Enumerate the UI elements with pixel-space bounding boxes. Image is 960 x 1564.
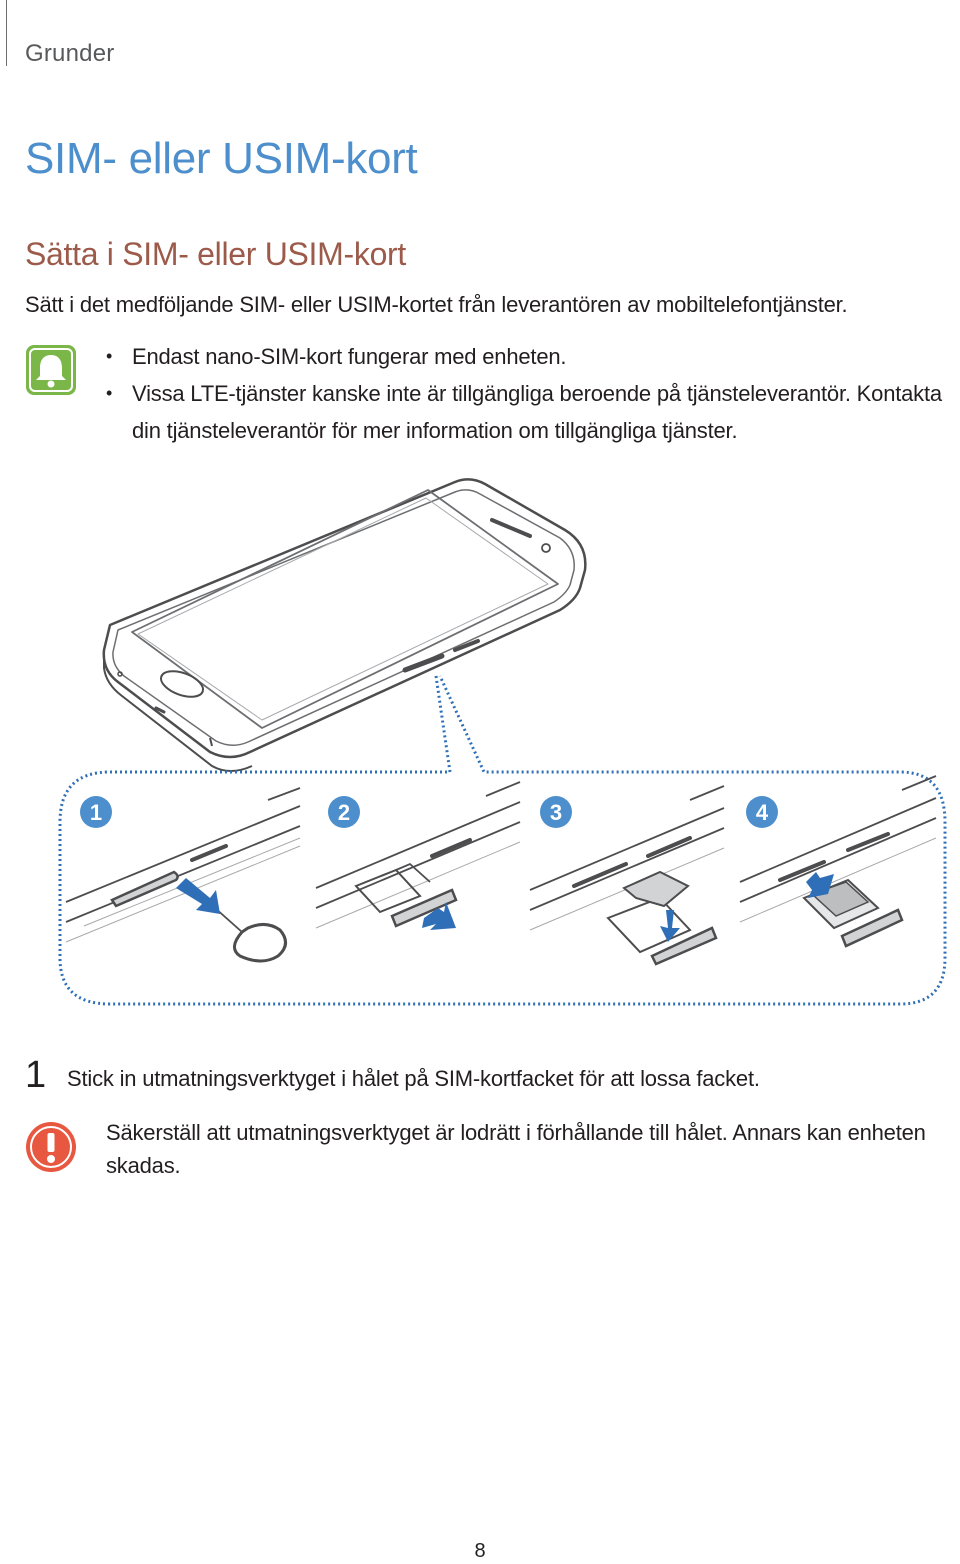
step-badge-label: 4 [755, 800, 769, 825]
step-badge-4 [746, 796, 778, 828]
note-list [106, 338, 960, 449]
exclamation-warning-icon [24, 1120, 78, 1174]
phone-illustration [104, 479, 586, 771]
warning-text: Säkerställ att utmatningsverktyget är lodrätt i förhållande till hålet. Annars kan enheten skadas. [106, 1120, 926, 1178]
arrow-insert-icon [176, 878, 220, 914]
bullet: • [106, 383, 113, 403]
step-badge-label: 1 [89, 800, 103, 825]
step-badge-label: 2 [337, 800, 351, 825]
step-badges [80, 796, 778, 828]
step-badge-1 [80, 796, 112, 828]
step-badge-3 [540, 796, 572, 828]
side-rule [6, 0, 7, 66]
step-badge-label: 3 [549, 800, 563, 825]
bell-note-icon [24, 343, 78, 397]
note-item [106, 375, 960, 449]
page-title: SIM- eller USIM-kort [25, 134, 418, 183]
note-text: Vissa LTE-tjänster kanske inte är tillgängliga beroende på tjänsteleverantör. Kontakta din tjänsteleverantör för mer information om tillgängliga tjänster. [132, 381, 942, 443]
step-number: 1 [25, 1054, 46, 1096]
sub-heading: Sätta i SIM- eller USIM-kort [25, 236, 407, 272]
bullet: • [106, 346, 113, 366]
section-label: Grunder [25, 40, 115, 67]
note-item [106, 338, 960, 375]
sim-insertion-diagram [0, 470, 960, 1030]
note-text: Endast nano-SIM-kort fungerar med enheten. [132, 344, 567, 369]
page-number: 8 [474, 1540, 486, 1562]
intro-paragraph: Sätt i det medföljande SIM- eller USIM-kortet från leverantören av mobiltelefontjänster. [25, 292, 848, 317]
step-badge-2 [328, 796, 360, 828]
step-text: Stick in utmatningsverktyget i hålet på SIM-kortfacket för att lossa facket. [67, 1066, 760, 1091]
